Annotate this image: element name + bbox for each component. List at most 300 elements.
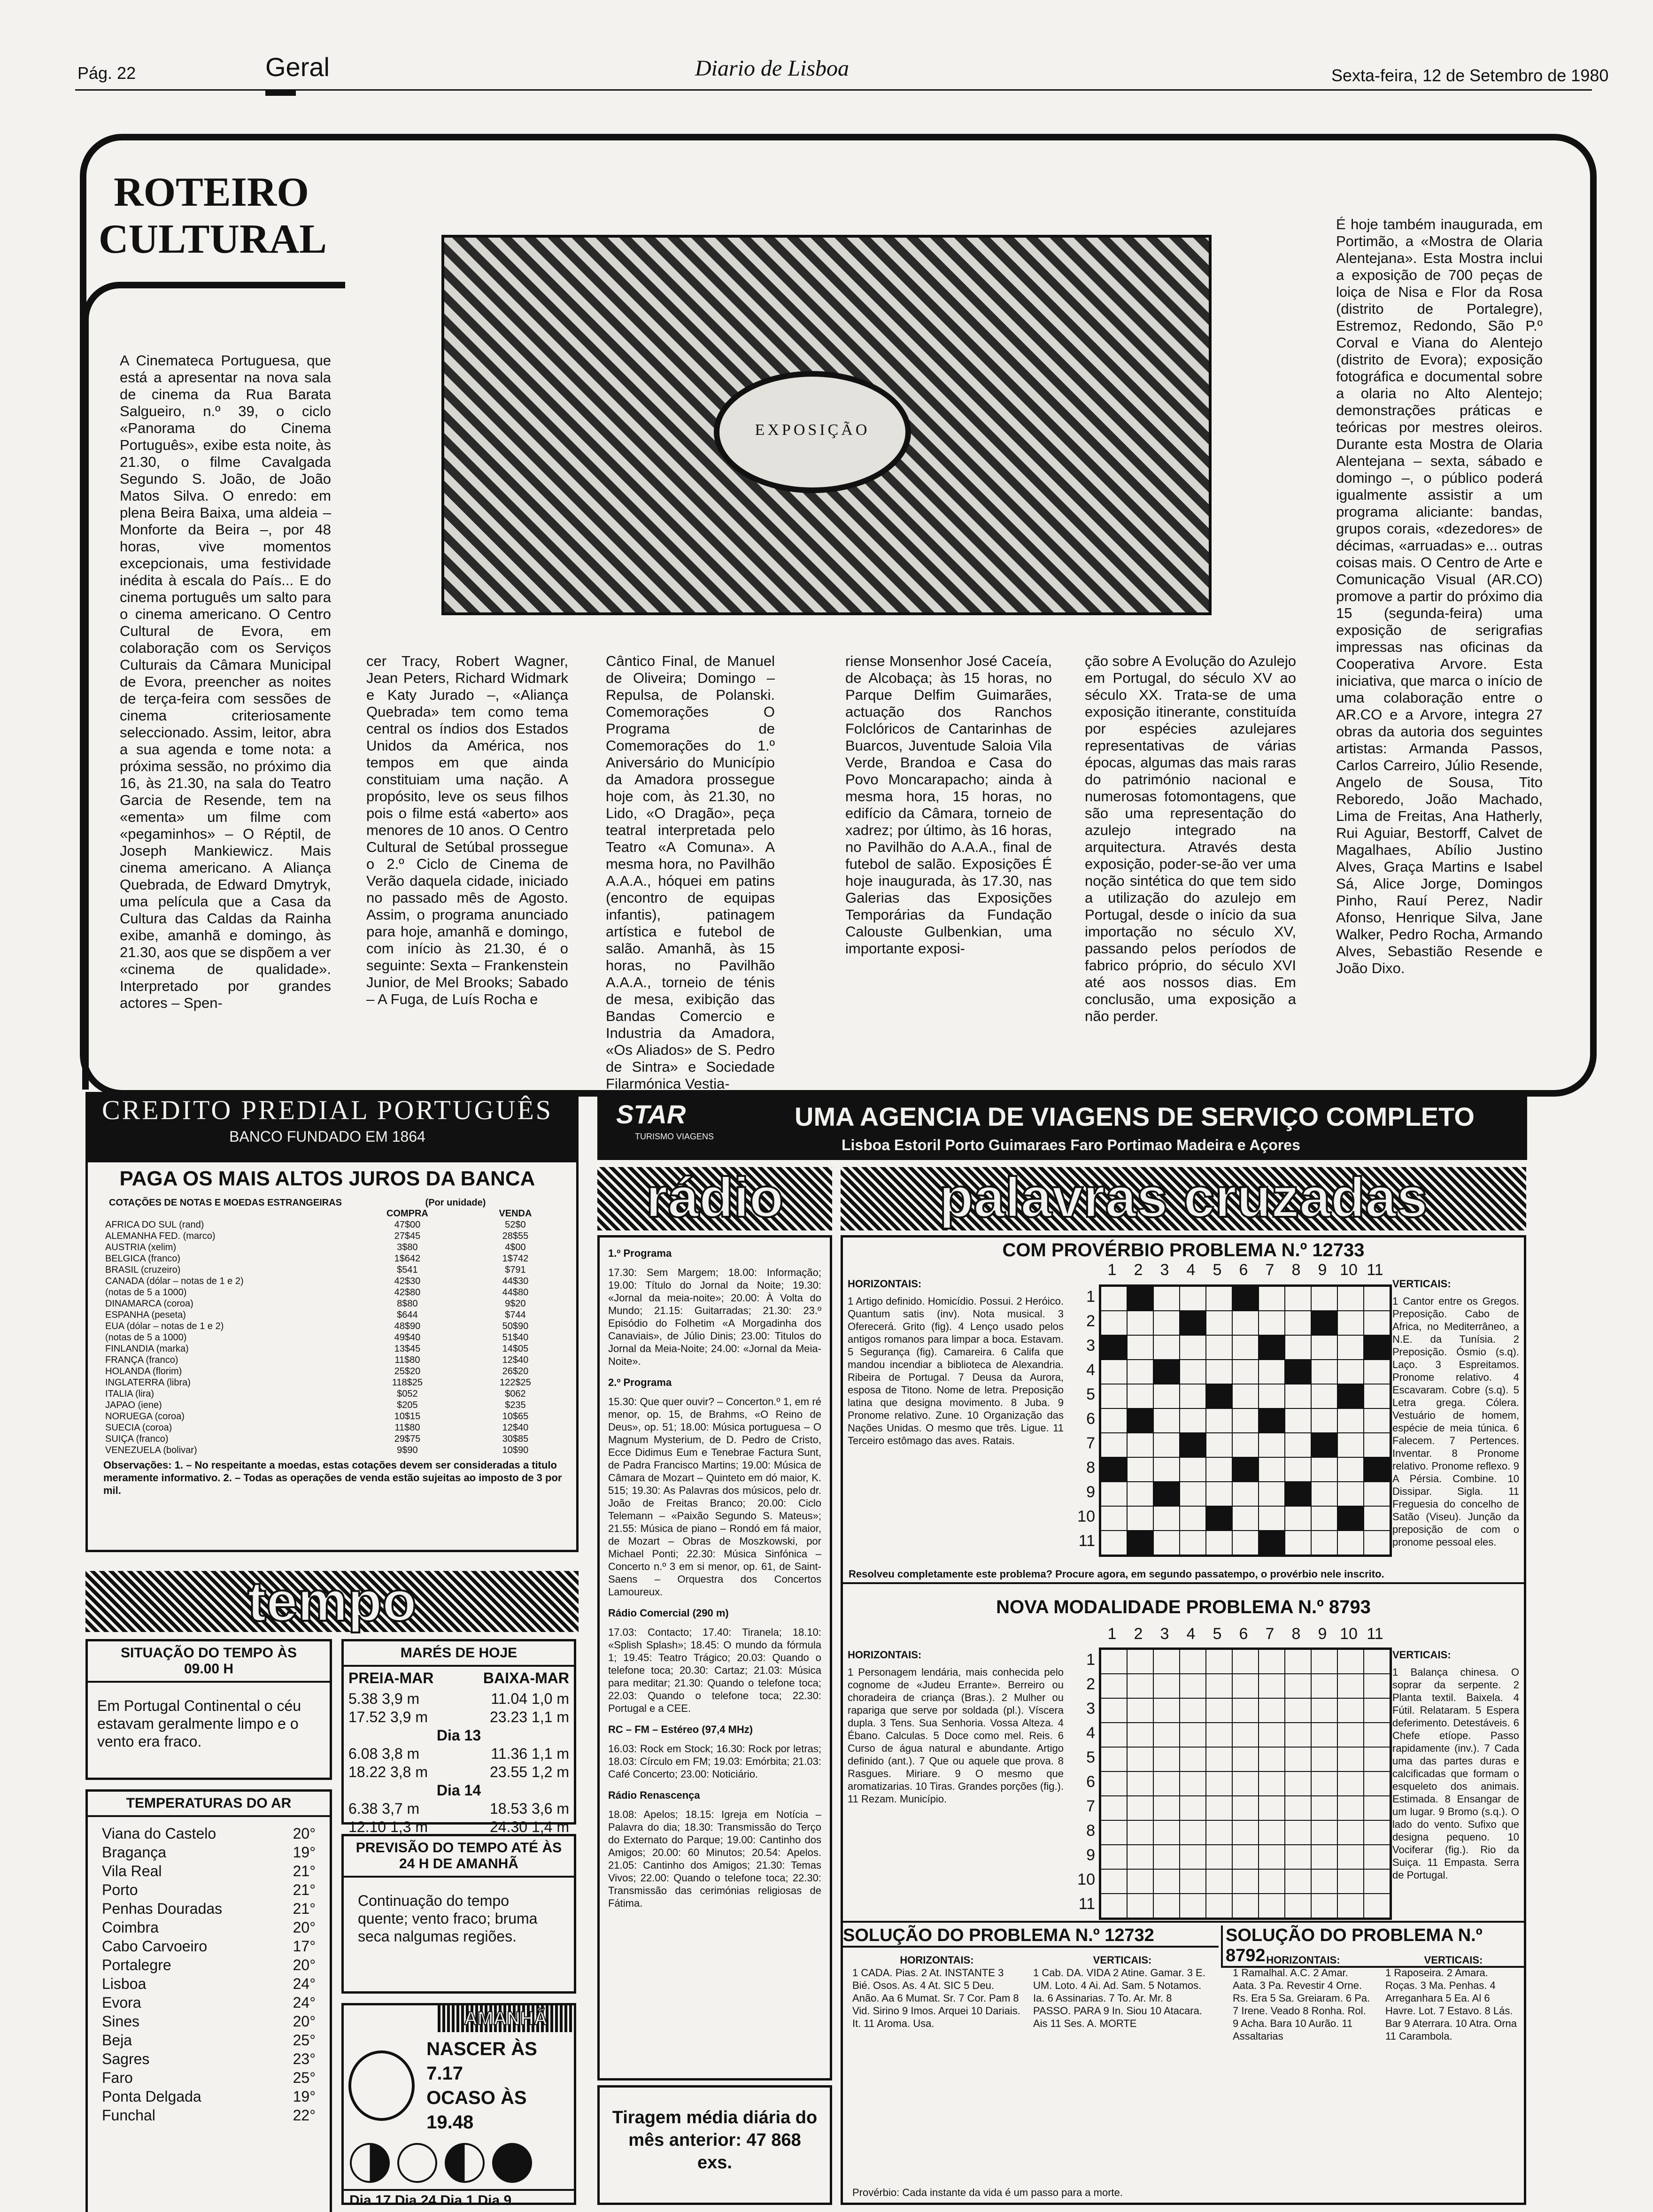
grid-cell[interactable] xyxy=(1153,1384,1180,1408)
grid-cell[interactable] xyxy=(1311,1286,1337,1311)
grid-cell[interactable] xyxy=(1153,1311,1180,1335)
tide-high: 5.38 3,9 m xyxy=(348,1690,420,1707)
grid-cell[interactable] xyxy=(1153,1747,1180,1771)
row-number: 3 xyxy=(1086,1700,1095,1717)
grid-cell[interactable] xyxy=(1153,1771,1180,1796)
grid-cell[interactable] xyxy=(1153,1796,1180,1820)
grid-cell[interactable] xyxy=(1337,1698,1364,1723)
grid-cell[interactable] xyxy=(1232,1674,1259,1698)
grid-cell[interactable] xyxy=(1337,1894,1364,1918)
grid-cell[interactable] xyxy=(1259,1433,1285,1457)
grid-cell[interactable] xyxy=(1153,1286,1180,1311)
grid-cell[interactable] xyxy=(1180,1698,1206,1723)
grid-cell[interactable] xyxy=(1311,1482,1337,1506)
temperature-row xyxy=(102,1956,316,1974)
grid-cell[interactable] xyxy=(1232,1360,1259,1384)
grid-cell[interactable] xyxy=(1337,1771,1364,1796)
grid-cell[interactable] xyxy=(1232,1506,1259,1531)
grid-cell[interactable] xyxy=(1206,1796,1232,1820)
grid-cell[interactable] xyxy=(1285,1771,1311,1796)
grid-cell[interactable] xyxy=(1153,1531,1180,1555)
temperature-row xyxy=(102,2031,316,2050)
grid-cell[interactable] xyxy=(1206,1723,1232,1747)
grid-cell[interactable] xyxy=(1259,1482,1285,1506)
radio-box xyxy=(597,1235,832,2081)
grid-cell[interactable] xyxy=(1337,1747,1364,1771)
grid-cell[interactable] xyxy=(1232,1335,1259,1360)
grid-cell[interactable] xyxy=(1180,1894,1206,1918)
grid-cell[interactable] xyxy=(1364,1408,1390,1433)
grid-cell[interactable] xyxy=(1364,1820,1390,1845)
tide-row xyxy=(348,1726,569,1745)
grid-cell[interactable] xyxy=(1311,1820,1337,1845)
grid-cell[interactable] xyxy=(1311,1531,1337,1555)
rate-row xyxy=(103,1411,564,1422)
grid-cell[interactable] xyxy=(1364,1360,1390,1384)
grid-cell[interactable] xyxy=(1311,1335,1337,1360)
grid-cell[interactable] xyxy=(1206,1698,1232,1723)
grid-cell[interactable] xyxy=(1101,1796,1127,1820)
grid-cell[interactable] xyxy=(1259,1796,1285,1820)
temperature: 20° xyxy=(293,1825,316,1842)
grid-cell[interactable] xyxy=(1311,1408,1337,1433)
grid-cell[interactable] xyxy=(1206,1894,1232,1918)
grid-cell[interactable] xyxy=(1259,1531,1285,1555)
grid-cell[interactable] xyxy=(1127,1869,1153,1894)
grid-cell[interactable] xyxy=(1153,1408,1180,1433)
grid-cell[interactable] xyxy=(1311,1360,1337,1384)
rate-buy: 25$20 xyxy=(394,1366,421,1377)
grid-cell[interactable] xyxy=(1259,1894,1285,1918)
grid-cell[interactable] xyxy=(1101,1674,1127,1698)
grid-cell[interactable] xyxy=(1127,1845,1153,1869)
grid-cell[interactable] xyxy=(1337,1674,1364,1698)
grid-cell[interactable] xyxy=(1206,1457,1232,1482)
grid-cell[interactable] xyxy=(1101,1335,1127,1360)
grid-cell[interactable] xyxy=(1232,1384,1259,1408)
grid-cell[interactable] xyxy=(1259,1649,1285,1674)
grid-cell[interactable] xyxy=(1153,1869,1180,1894)
grid-cell[interactable] xyxy=(1127,1506,1153,1531)
grid-cell[interactable] xyxy=(1364,1335,1390,1360)
grid-cell[interactable] xyxy=(1101,1360,1127,1384)
grid-cell[interactable] xyxy=(1180,1286,1206,1311)
grid-cell[interactable] xyxy=(1101,1820,1127,1845)
grid-cell[interactable] xyxy=(1232,1311,1259,1335)
grid-cell[interactable] xyxy=(1364,1433,1390,1457)
grid-cell[interactable] xyxy=(1364,1311,1390,1335)
grid-cell[interactable] xyxy=(1153,1360,1180,1384)
rate-sell: 10$65 xyxy=(502,1411,529,1422)
grid-cell[interactable] xyxy=(1337,1845,1364,1869)
grid-cell[interactable] xyxy=(1101,1384,1127,1408)
row-number: 5 xyxy=(1086,1385,1095,1403)
problem1-horiz-title: HORIZONTAIS: xyxy=(848,1278,922,1290)
grid-cell[interactable] xyxy=(1364,1506,1390,1531)
grid-cell[interactable] xyxy=(1206,1311,1232,1335)
city: Viana do Castelo xyxy=(102,1825,216,1842)
city: Evora xyxy=(102,1994,141,2011)
grid-cell[interactable] xyxy=(1127,1457,1153,1482)
grid-cell[interactable] xyxy=(1364,1894,1390,1918)
grid-cell[interactable] xyxy=(1232,1723,1259,1747)
grid-cell[interactable] xyxy=(1337,1506,1364,1531)
grid-cell[interactable] xyxy=(1285,1869,1311,1894)
grid-cell[interactable] xyxy=(1206,1408,1232,1433)
temperature: 24° xyxy=(293,1975,316,1992)
grid-cell[interactable] xyxy=(1127,1820,1153,1845)
grid-cell[interactable] xyxy=(1285,1384,1311,1408)
grid-cell[interactable] xyxy=(1337,1433,1364,1457)
grid-cell[interactable] xyxy=(1232,1845,1259,1869)
sol-lua-box xyxy=(341,2003,576,2208)
rate-buy: $644 xyxy=(397,1310,418,1320)
rate-row xyxy=(103,1242,564,1253)
grid-cell[interactable] xyxy=(1232,1894,1259,1918)
grid-cell[interactable] xyxy=(1180,1335,1206,1360)
grid-cell[interactable] xyxy=(1285,1894,1311,1918)
rate-row xyxy=(103,1321,564,1332)
grid-cell[interactable] xyxy=(1232,1796,1259,1820)
grid-cell[interactable] xyxy=(1337,1457,1364,1482)
grid-cell[interactable] xyxy=(1180,1384,1206,1408)
grid-cell[interactable] xyxy=(1206,1820,1232,1845)
rate-buy: 3$80 xyxy=(397,1242,418,1253)
grid-cell[interactable] xyxy=(1153,1506,1180,1531)
grid-cell[interactable] xyxy=(1311,1457,1337,1482)
grid-cell[interactable] xyxy=(1311,1311,1337,1335)
grid-cell[interactable] xyxy=(1337,1869,1364,1894)
grid-cell[interactable] xyxy=(1311,1649,1337,1674)
grid-cell[interactable] xyxy=(1101,1286,1127,1311)
grid-cell[interactable] xyxy=(1285,1482,1311,1506)
grid-cell[interactable] xyxy=(1364,1845,1390,1869)
grid-cell[interactable] xyxy=(1180,1457,1206,1482)
rate-currency: DINAMARCA (coroa) xyxy=(105,1299,193,1309)
grid-cell[interactable] xyxy=(1206,1747,1232,1771)
grid-cell[interactable] xyxy=(1180,1796,1206,1820)
solution1-horiz-text: 1 CADA. Pias. 2 At. INSTANTE 3 Bié. Osos. As. 4 At. SIC 5 Deu. Anão. Aa 6 Mumat. Sr. 7 Cor. Pam 8 Vid. Sirino 9 Imos. Arquei 10 Dariais. It. 11 Aroma. Usa. xyxy=(852,1967,1020,2029)
grid-cell[interactable] xyxy=(1311,1723,1337,1747)
grid-cell[interactable] xyxy=(1127,1747,1153,1771)
grid-cell[interactable] xyxy=(1101,1723,1127,1747)
grid-cell[interactable] xyxy=(1127,1723,1153,1747)
rate-currency: BELGICA (franco) xyxy=(105,1253,181,1264)
grid-cell[interactable] xyxy=(1180,1674,1206,1698)
grid-cell[interactable] xyxy=(1180,1531,1206,1555)
grid-cell[interactable] xyxy=(1127,1796,1153,1820)
grid-cell[interactable] xyxy=(1259,1360,1285,1384)
grid-cell[interactable] xyxy=(1206,1674,1232,1698)
grid-cell[interactable] xyxy=(1206,1384,1232,1408)
rate-sell: 122$25 xyxy=(500,1377,531,1388)
grid-cell[interactable] xyxy=(1285,1531,1311,1555)
grid-cell[interactable] xyxy=(1232,1747,1259,1771)
grid-cell[interactable] xyxy=(1364,1384,1390,1408)
grid-cell[interactable] xyxy=(1285,1335,1311,1360)
grid-cell[interactable] xyxy=(1364,1698,1390,1723)
grid-cell[interactable] xyxy=(1206,1286,1232,1311)
grid-cell[interactable] xyxy=(1206,1531,1232,1555)
grid-cell[interactable] xyxy=(1337,1796,1364,1820)
grid-cell[interactable] xyxy=(1127,1482,1153,1506)
grid-cell[interactable] xyxy=(1127,1360,1153,1384)
grid-cell[interactable] xyxy=(1259,1820,1285,1845)
grid-cell[interactable] xyxy=(1101,1531,1127,1555)
grid-cell[interactable] xyxy=(1259,1845,1285,1869)
tide-low: 23.23 1,1 m xyxy=(490,1709,569,1725)
grid-cell[interactable] xyxy=(1153,1482,1180,1506)
grid-cell[interactable] xyxy=(1101,1482,1127,1506)
grid-cell[interactable] xyxy=(1364,1286,1390,1311)
grid-cell[interactable] xyxy=(1232,1869,1259,1894)
grid-cell[interactable] xyxy=(1337,1335,1364,1360)
grid-cell[interactable] xyxy=(1127,1335,1153,1360)
grid-cell[interactable] xyxy=(1180,1408,1206,1433)
grid-cell[interactable] xyxy=(1180,1433,1206,1457)
grid-cell[interactable] xyxy=(1285,1674,1311,1698)
grid-cell[interactable] xyxy=(1101,1408,1127,1433)
grid-cell[interactable] xyxy=(1311,1869,1337,1894)
grid-cell[interactable] xyxy=(1127,1698,1153,1723)
grid-cell[interactable] xyxy=(1101,1869,1127,1894)
grid-cell[interactable] xyxy=(1127,1771,1153,1796)
grid-cell[interactable] xyxy=(1364,1869,1390,1894)
grid-cell[interactable] xyxy=(1311,1506,1337,1531)
grid-cell[interactable] xyxy=(1127,1531,1153,1555)
grid-cell[interactable] xyxy=(1153,1723,1180,1747)
column-number: 10 xyxy=(1340,1625,1358,1643)
grid-cell[interactable] xyxy=(1206,1335,1232,1360)
resolveu-note: Resolveu completamente este problema? Procure agora, em segundo passatempo, o provérbio nele inscrito. xyxy=(843,1566,1524,1584)
grid-cell[interactable] xyxy=(1206,1869,1232,1894)
grid-cell[interactable] xyxy=(1337,1820,1364,1845)
grid-cell[interactable] xyxy=(1101,1649,1127,1674)
grid-cell[interactable] xyxy=(1337,1311,1364,1335)
grid-cell[interactable] xyxy=(1337,1482,1364,1506)
grid-cell[interactable] xyxy=(1337,1384,1364,1408)
grid-cell[interactable] xyxy=(1206,1433,1232,1457)
grid-cell[interactable] xyxy=(1153,1698,1180,1723)
rate-sell: 44$30 xyxy=(502,1276,529,1286)
grid-cell[interactable] xyxy=(1180,1747,1206,1771)
grid-cell[interactable] xyxy=(1180,1845,1206,1869)
grid-cell[interactable] xyxy=(1285,1796,1311,1820)
grid-cell[interactable] xyxy=(1259,1723,1285,1747)
rate-currency: VENEZUELA (bolivar) xyxy=(105,1445,197,1455)
grid-cell[interactable] xyxy=(1127,1649,1153,1674)
grid-cell[interactable] xyxy=(1180,1506,1206,1531)
grid-cell[interactable] xyxy=(1232,1531,1259,1555)
grid-cell[interactable] xyxy=(1180,1869,1206,1894)
grid-cell[interactable] xyxy=(1259,1384,1285,1408)
grid-cell[interactable] xyxy=(1180,1649,1206,1674)
grid-cell[interactable] xyxy=(1232,1457,1259,1482)
rate-buy: 49$40 xyxy=(394,1332,421,1343)
grid-cell[interactable] xyxy=(1285,1698,1311,1723)
grid-cell[interactable] xyxy=(1180,1771,1206,1796)
grid-cell[interactable] xyxy=(1259,1506,1285,1531)
grid-cell[interactable] xyxy=(1232,1433,1259,1457)
grid-cell[interactable] xyxy=(1180,1482,1206,1506)
rate-buy: 11$80 xyxy=(394,1423,420,1433)
grid-cell[interactable] xyxy=(1127,1311,1153,1335)
section-marker xyxy=(265,89,296,96)
row-number: 8 xyxy=(1086,1822,1095,1840)
grid-cell[interactable] xyxy=(1285,1408,1311,1433)
grid-cell[interactable] xyxy=(1364,1649,1390,1674)
rate-buy: $205 xyxy=(397,1400,418,1410)
grid-cell[interactable] xyxy=(1232,1286,1259,1311)
grid-cell[interactable] xyxy=(1259,1674,1285,1698)
grid-cell[interactable] xyxy=(1259,1457,1285,1482)
grid-cell[interactable] xyxy=(1101,1457,1127,1482)
problem2-horiz-clues: 1 Personagem lendária, mais conhecida pelo cognome de «Judeu Errante». Berreiro ou choradeira de criança (Bras.). 2 Mulher ou rapariga que serve por soldada (pl.). Víscera dupla. 3 Tens. Sua Senhoria. Vossa Alteza. 4 Ébano. Calculas. 5 Doce como mel. Reis. 6 Curso de água natural e abundante. Artigo definido (ant.). 7 Que ou aquele que prova. 8 Rasgues. Miriare. 9 O mesmo que aromatizarias. 10 Tiras. Grandes porções (fig.). 11 Rezam. Município. xyxy=(848,1666,1064,1805)
grid-cell[interactable] xyxy=(1153,1649,1180,1674)
grid-cell[interactable] xyxy=(1259,1286,1285,1311)
grid-cell[interactable] xyxy=(1232,1771,1259,1796)
grid-cell[interactable] xyxy=(1337,1649,1364,1674)
grid-cell[interactable] xyxy=(1153,1820,1180,1845)
grid-cell[interactable] xyxy=(1153,1674,1180,1698)
solution2-horiz-text: 1 Ramalhal. A.C. 2 Amar. Aata. 3 Pa. Revestir 4 Orne. Rs. Era 5 Sa. Greiaram. 6 Pa. 7 Irene. Veado 8 Ronha. Rol. 9 Acha. Bara 10 Aurão. 11 Assaltarias xyxy=(1233,1967,1370,2042)
rate-buy: 11$80 xyxy=(394,1355,420,1365)
grid-cell[interactable] xyxy=(1364,1723,1390,1747)
grid-cell[interactable] xyxy=(1311,1698,1337,1723)
grid-cell[interactable] xyxy=(1311,1894,1337,1918)
grid-cell[interactable] xyxy=(1101,1698,1127,1723)
grid-cell[interactable] xyxy=(1337,1531,1364,1555)
grid-cell[interactable] xyxy=(1311,1747,1337,1771)
grid-cell[interactable] xyxy=(1206,1360,1232,1384)
rate-row xyxy=(103,1309,564,1321)
grid-cell[interactable] xyxy=(1101,1771,1127,1796)
grid-cell[interactable] xyxy=(1153,1335,1180,1360)
grid-cell[interactable] xyxy=(1337,1360,1364,1384)
grid-cell[interactable] xyxy=(1101,1894,1127,1918)
grid-cell[interactable] xyxy=(1180,1723,1206,1747)
grid-cell[interactable] xyxy=(1311,1433,1337,1457)
grid-cell[interactable] xyxy=(1180,1820,1206,1845)
grid-cell[interactable] xyxy=(1311,1674,1337,1698)
grid-cell[interactable] xyxy=(1259,1698,1285,1723)
grid-cell[interactable] xyxy=(1285,1747,1311,1771)
grid-cell[interactable] xyxy=(1101,1433,1127,1457)
grid-cell[interactable] xyxy=(1127,1384,1153,1408)
grid-cell[interactable] xyxy=(1311,1796,1337,1820)
grid-cell[interactable] xyxy=(1101,1747,1127,1771)
grid-cell[interactable] xyxy=(1285,1820,1311,1845)
grid-cell[interactable] xyxy=(1259,1747,1285,1771)
rate-buy: 42$30 xyxy=(394,1276,421,1286)
grid-cell[interactable] xyxy=(1364,1796,1390,1820)
rate-sell: $235 xyxy=(505,1400,526,1410)
grid-cell[interactable] xyxy=(1364,1457,1390,1482)
grid-cell[interactable] xyxy=(1127,1674,1153,1698)
grid-cell[interactable] xyxy=(1206,1482,1232,1506)
grid-cell[interactable] xyxy=(1364,1771,1390,1796)
grid-cell[interactable] xyxy=(1153,1457,1180,1482)
grid-cell[interactable] xyxy=(1259,1869,1285,1894)
moon-phase-icon xyxy=(445,2143,485,2183)
grid-cell[interactable] xyxy=(1232,1649,1259,1674)
grid-cell[interactable] xyxy=(1285,1360,1311,1384)
grid-cell[interactable] xyxy=(1259,1408,1285,1433)
problem2-title: NOVA MODALIDADE PROBLEMA N.º 8793 xyxy=(996,1597,1371,1617)
grid-cell[interactable] xyxy=(1206,1771,1232,1796)
solution2-horiz xyxy=(1233,1954,1374,2042)
grid-cell[interactable] xyxy=(1259,1771,1285,1796)
grid-cell[interactable] xyxy=(1285,1433,1311,1457)
roteiro-col-6: É hoje também inaugurada, em Portimão, a «Mostra de Olaria Alentejana». Esta Mostra inclui a exposição de 700 peças de loiça de Nisa e Flor da Rosa (distrito de Portalegre), Estremoz, Redondo, São P.º Corval e Viana do Alentejo (distrito de Evora); exposição fotográfica e documental sobre a olaria no Alto Alentejo; demonstrações práticas e teóricas por mestres oleiros. Durante esta Mostra de Olaria Alentejana – sexta, sábado e domingo –, o público poderá igualmente assistir a um programa aliciante: bandas, grupos corais, «dezedores» de décimas, «arruadas» e... outras coisas mais. O Centro de Arte e Comunicação Visual (AR.CO) promove a partir do próximo dia 15 (segunda-feira) uma exposição de serigrafias impressas nas oficinas da Cooperativa Arvore. Esta iniciativa, que marca o início de uma colaboração entre o AR.CO e a Arvore, integra 27 obras da autoria dos seguintes artistas: Armanda Passos, Carlos Carreiro, Júlio Resende, Angelo de Sousa, Tito Reboredo, João Machado, Lima de Freitas, Ana Hatherly, Rui Aguiar, Bestorff, Calvet de Magalhaes, Abílio Justino Alves, Graça Martins e Isabel Sá, Alice Jorge, Domingos Pinho, Rauí Perez, Nadir Afonso, Henrique Silva, Jane Walker, Pedro Rocha, Armando Alves, Sebastião Resende e João Dixo. xyxy=(1336,216,1543,976)
tide-high: 12.10 1,3 m xyxy=(348,1818,428,1835)
rate-row xyxy=(103,1422,564,1433)
grid-cell[interactable] xyxy=(1285,1457,1311,1482)
grid-cell[interactable] xyxy=(1285,1506,1311,1531)
grid-cell[interactable] xyxy=(1285,1723,1311,1747)
grid-cell[interactable] xyxy=(1180,1311,1206,1335)
grid-cell[interactable] xyxy=(1285,1286,1311,1311)
grid-cell[interactable] xyxy=(1337,1723,1364,1747)
grid-cell[interactable] xyxy=(1337,1286,1364,1311)
grid-cell[interactable] xyxy=(1337,1408,1364,1433)
star-sub: TURISMO VIAGENS xyxy=(635,1132,714,1141)
grid-cell[interactable] xyxy=(1364,1482,1390,1506)
grid-cell[interactable] xyxy=(1232,1820,1259,1845)
grid-cell[interactable] xyxy=(1364,1747,1390,1771)
grid-cell[interactable] xyxy=(1232,1408,1259,1433)
rate-row xyxy=(103,1343,564,1354)
grid-cell[interactable] xyxy=(1101,1506,1127,1531)
grid-cell[interactable] xyxy=(1285,1311,1311,1335)
grid-cell[interactable] xyxy=(1101,1845,1127,1869)
grid-cell[interactable] xyxy=(1285,1649,1311,1674)
tide-low: 18.53 3,6 m xyxy=(490,1800,569,1817)
grid-cell[interactable] xyxy=(1364,1531,1390,1555)
grid-cell[interactable] xyxy=(1180,1360,1206,1384)
grid-cell[interactable] xyxy=(1232,1698,1259,1723)
grid-cell[interactable] xyxy=(1206,1845,1232,1869)
tide-low: 11.36 1,1 m xyxy=(491,1745,569,1762)
grid-cell[interactable] xyxy=(1153,1894,1180,1918)
grid-cell[interactable] xyxy=(1311,1384,1337,1408)
grid-cell[interactable] xyxy=(1153,1845,1180,1869)
rates-col-buy: COMPRA xyxy=(386,1208,428,1219)
grid-cell[interactable] xyxy=(1206,1649,1232,1674)
grid-cell[interactable] xyxy=(1206,1506,1232,1531)
grid-cell[interactable] xyxy=(1259,1335,1285,1360)
grid-cell[interactable] xyxy=(1127,1408,1153,1433)
grid-cell[interactable] xyxy=(1285,1845,1311,1869)
crossword-grid-1[interactable] xyxy=(1099,1284,1392,1557)
grid-cell[interactable] xyxy=(1127,1894,1153,1918)
crossword-grid-2[interactable] xyxy=(1099,1647,1392,1920)
rates-table xyxy=(103,1198,564,1456)
grid-cell[interactable] xyxy=(1127,1286,1153,1311)
radio-renascenca-title: Rádio Renascença xyxy=(608,1789,700,1801)
grid-cell[interactable] xyxy=(1364,1674,1390,1698)
grid-cell[interactable] xyxy=(1311,1845,1337,1869)
grid-cell[interactable] xyxy=(1101,1311,1127,1335)
column-number: 6 xyxy=(1239,1625,1248,1643)
grid-cell[interactable] xyxy=(1127,1433,1153,1457)
grid-cell[interactable] xyxy=(1259,1311,1285,1335)
mares-title: MARÉS DE HOJE xyxy=(344,1641,574,1667)
grid-cell[interactable] xyxy=(1311,1771,1337,1796)
grid-cell[interactable] xyxy=(1232,1482,1259,1506)
grid-cell[interactable] xyxy=(1153,1433,1180,1457)
rate-sell: 10$90 xyxy=(502,1445,529,1455)
